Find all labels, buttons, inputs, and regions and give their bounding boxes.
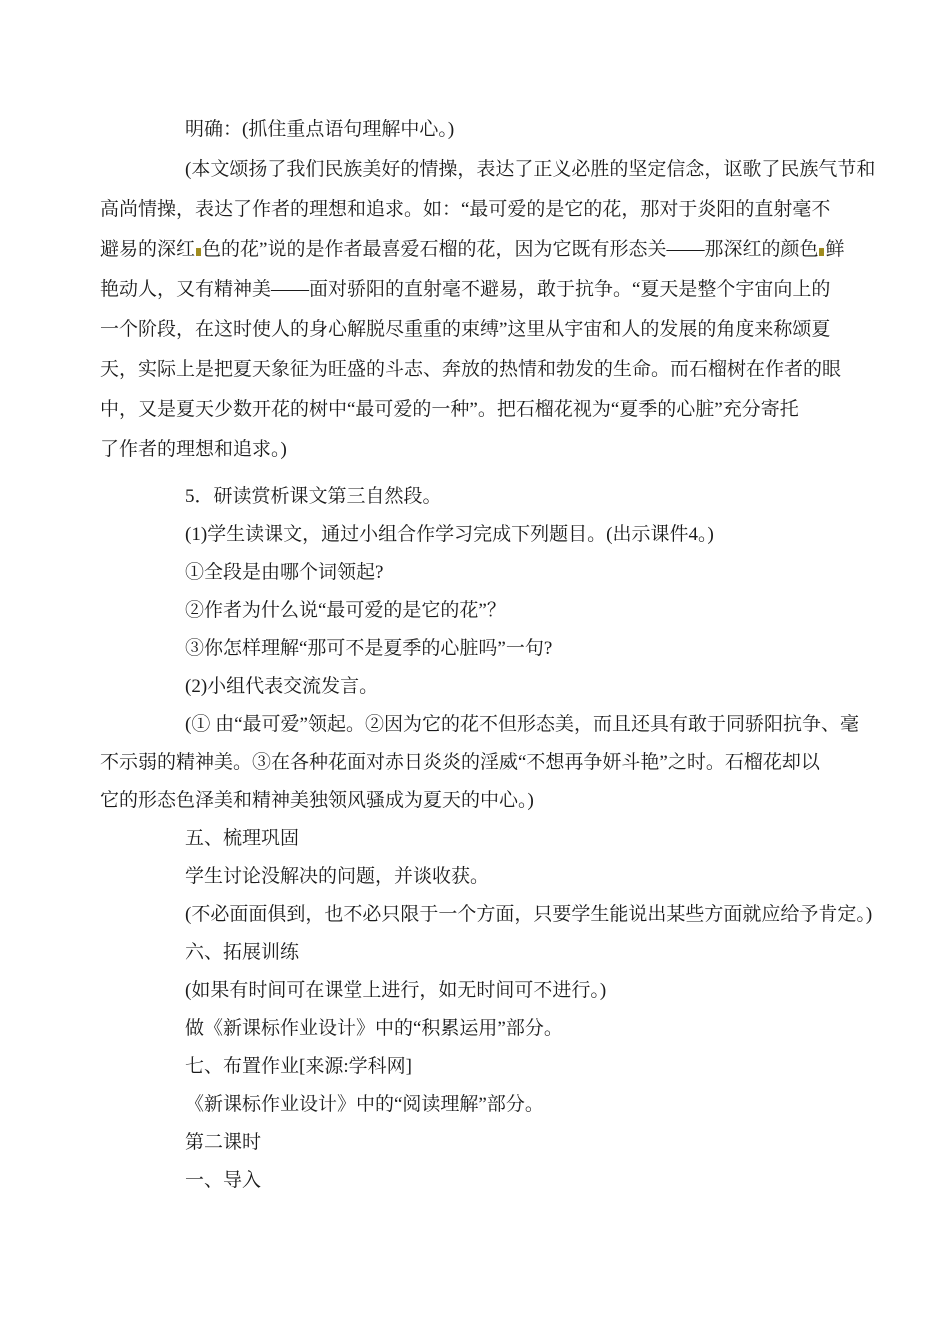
text-line: (如果有时间可在课堂上进行，如无时间可不进行。) [185,980,607,1001]
text-line: ③你怎样理解“那可不是夏季的心脏吗”一句? [185,638,553,659]
text-line: (① 由“最可爱”领起。②因为它的花不但形态美，而且还具有敢于同骄阳抗争、毫 [185,714,859,735]
text-line: 学生讨论没解决的问题，并谈收获。 [185,866,490,887]
text-line: 明确：(抓住重点语句理解中心。) [185,119,455,140]
text-line: 天，实际上是把夏天象征为旺盛的斗志、奔放的热情和勃发的生命。而石榴树在作者的眼 [100,359,842,380]
text-line: (本文颂扬了我们民族美好的情操，表达了正义必胜的坚定信念，讴歌了民族气节和 [185,159,876,180]
proofing-mark [819,248,824,256]
text-line: 它的形态色泽美和精神美独领风骚成为夏天的中心。) [100,790,534,811]
section-heading: 五、梳理巩固 [185,828,300,849]
text-line: 做《新课标作业设计》中的“积累运用”部分。 [185,1018,563,1039]
text-line: (不必面面俱到，也不必只限于一个方面，只要学生能说出某些方面就应给予肯定。) [185,904,873,925]
text-segment: 鲜 [825,239,845,260]
text-line: 《新课标作业设计》中的“阅读理解”部分。 [185,1094,544,1115]
text-line: 不示弱的精神美。③在各种花面对赤日炎炎的淫威“不想再争妍斗艳”之时。石榴花却以 [100,752,820,773]
text-line: (2)小组代表交流发言。 [185,676,379,697]
section-heading: 六、拓展训练 [185,942,300,963]
text-line: 艳动人，又有精神美——面对骄阳的直射毫不避易，敢于抗争。“夏天是整个宇宙向上的 [100,279,831,300]
text-line: ①全段是由哪个词领起? [185,562,384,583]
text-line: (1)学生读课文，通过小组合作学习完成下列题目。(出示课件4。) [185,524,714,545]
text-line: 一个阶段，在这时使人的身心解脱尽重重的束缚”这里从宇宙和人的发展的角度来称颂夏 [100,319,831,340]
text-line: 中，又是夏天少数开花的树中“最可爱的一种”。把石榴花视为“夏季的心脏”充分寄托 [100,399,799,420]
section-heading: 第二课时 [185,1132,262,1153]
text-line: ②作者为什么说“最可爱的是它的花”？ [185,600,506,621]
section-heading: 一、导入 [185,1170,262,1191]
text-segment: 避易的深红 [100,239,196,260]
text-line: 了作者的理想和追求。) [100,439,287,460]
proofing-mark [196,248,201,256]
text-line [100,230,850,270]
text-line: 5．研读赏析课文第三自然段。 [185,486,442,507]
text-segment: 色的花”说的是作者最喜爱石榴的花，因为它既有形态关——那深红的颜色 [202,239,819,260]
text-line: 高尚情操，表达了作者的理想和追求。如：“最可爱的是它的花，那对于炎阳的直射毫不 [100,199,831,220]
section-heading: 七、布置作业[来源:学科网] [185,1056,412,1077]
